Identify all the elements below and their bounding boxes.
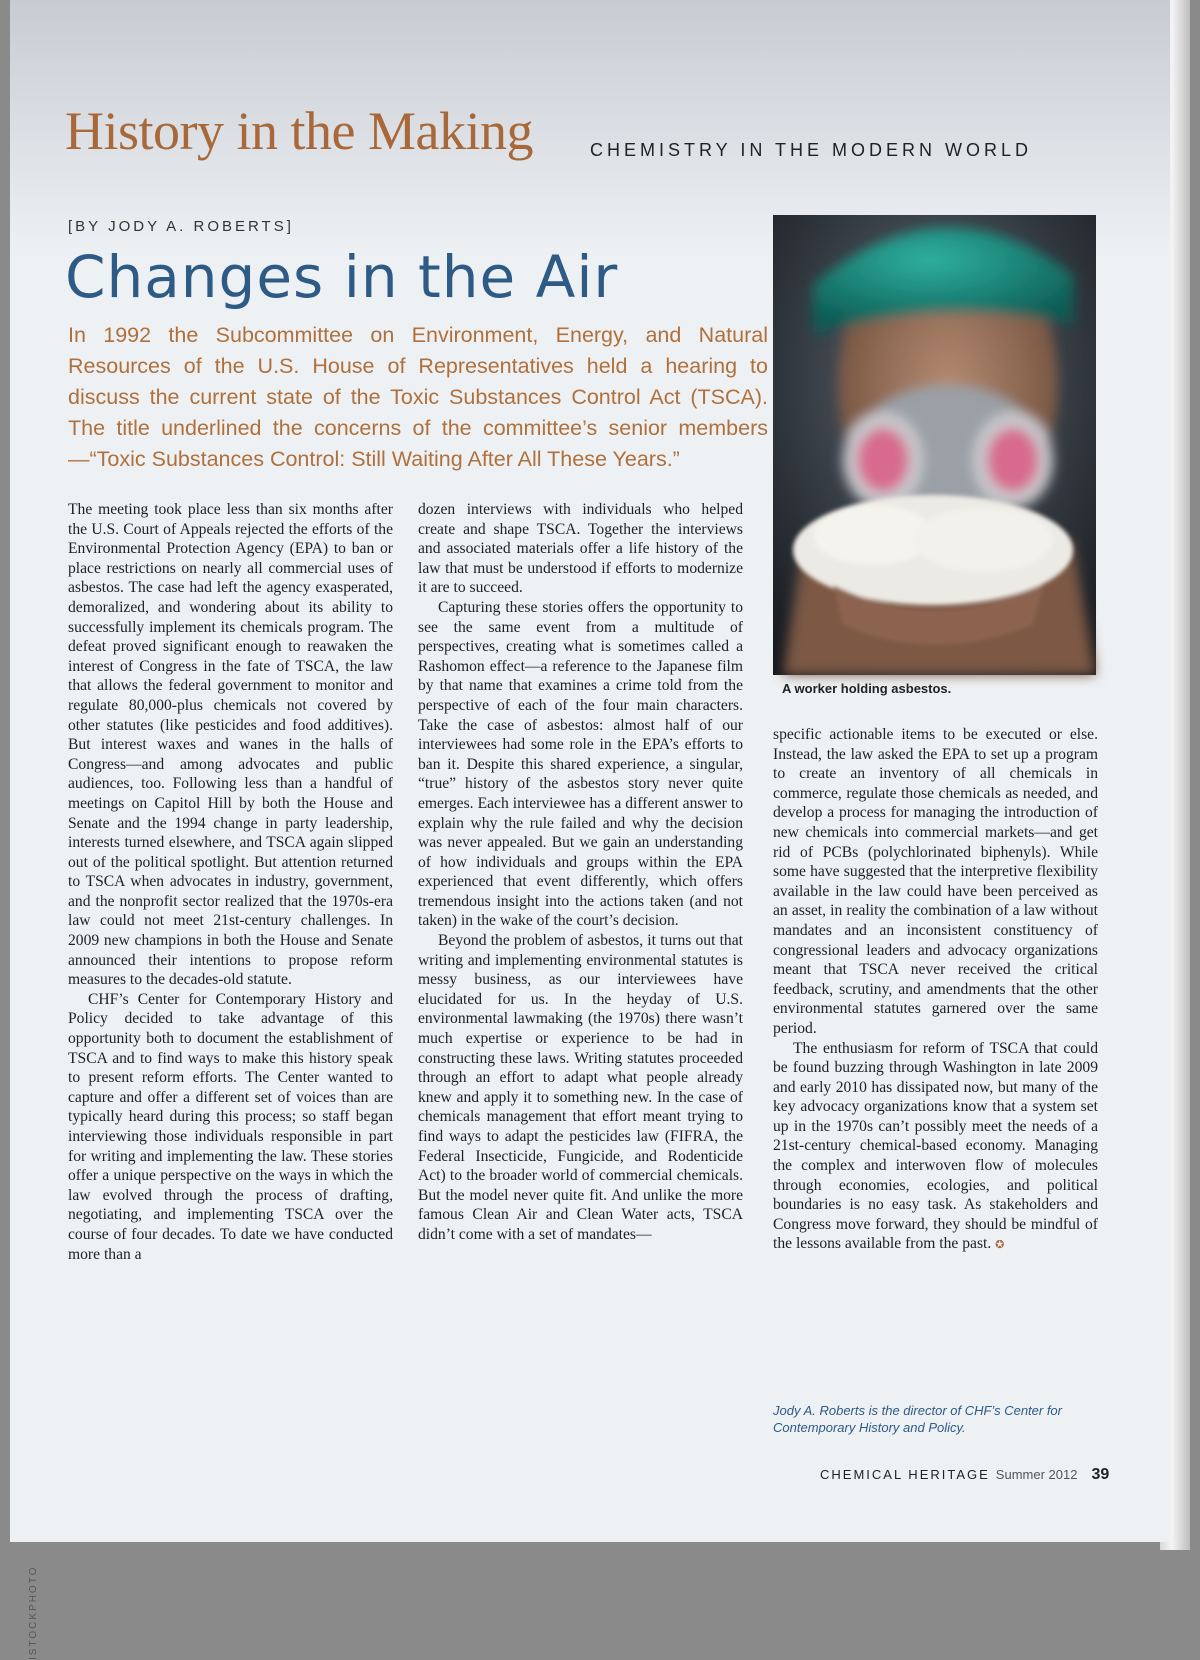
- magazine-page: [10, 0, 1170, 1660]
- headline: Changes in the Air: [65, 243, 619, 311]
- paragraph: [773, 1039, 1098, 1257]
- page-number: 39: [1091, 1466, 1110, 1483]
- section-subtitle: CHEMISTRY IN THE MODERN WORLD: [590, 140, 1033, 160]
- paragraph: The meeting took place less than six months after the U.S. Court of Appeals rejected the efforts of the Environmental Protection Agency (EPA) to ban or place restrictions on nearly all commercial uses of asbestos. The case had left the agency exasperated, demoralized, and wondering about its ability to successfully implement its chemicals program. The defeat proved significant enough to reawaken the interest of Congress in the fate of TSCA, the law that allows the federal government to monitor and regulate 80,000-plus chemicals not covered by other statutes (like pesticides and food additives). But interest waxes and wanes in the halls of Congress—and among advocates and public audiences, too. Following less than a handful of meetings on Capitol Hill by both the House and Senate and the 1994 change in party leadership, interests turned elsewhere, and TSCA again slipped out of the political spotlight. But attention returned to TSCA when advocates in industry, government, and the nonprofit sector realized that the 1970s-era law could not meet 21st-century challenges. In 2009 new champions in both the House and Senate announced their intentions to propose reform measures to the decades-old statute.: [68, 501, 393, 989]
- paragraph: specific actionable items to be executed or else. Instead, the law asked the EPA to set up a program to create an inventory of all chemicals in commerce, regulate those chemicals as needed, and develop a process for managing the introduction of new chemicals into commercial markets—and get rid of PCBs (polychlorinated biphenyls). While some have suggested that the interpretive flexibility available in the law could have been perceived as an asset, in reality the combination of a law without mandates and an inconsistent constituency of congressional leaders and advocacy organizations meant that TSCA never received the critical feedback, scrutiny, and amendments that the other environmental statutes garnered over the same period.: [773, 726, 1098, 1037]
- body-column-1: [68, 500, 393, 1264]
- photo-caption: A worker holding asbestos.: [782, 681, 952, 696]
- paragraph: Capturing these stories offers the opportunity to see the same event from a multitude of perspectives, creating what is sometimes called a Rashomon effect—a reference to the Japanese film by that name that examines a crime told from the perspective of each of the four main characters. Take the case of asbestos: almost half of our interviewees had some role in the EPA’s efforts to ban it. Despite this shared experience, a singular, “true” history of the asbestos story never quite emerges. Each interviewee has a different answer to explain why the rule failed and why the decision was never appealed. But we gain an understanding of how individuals and groups within the EPA experienced that event differently, which offers tremendous insight into the actions taken (and not taken) in the wake of the court’s decision.: [418, 598, 743, 930]
- body-column-3: [773, 725, 1098, 1256]
- asbestos-worker-photo: [773, 215, 1096, 675]
- page-footer: [820, 1466, 1109, 1484]
- magazine-name: CHEMICAL HERITAGE: [820, 1467, 990, 1482]
- issue-date: Summer 2012: [995, 1467, 1078, 1482]
- paragraph: dozen interviews with individuals who helped create and shape TSCA. Together the interviews and associated materials offer a life history of the law that must be understood if efforts to modernize it are to succeed.: [418, 501, 743, 597]
- end-mark-icon: ✪: [995, 1239, 1005, 1252]
- paragraph-text: The enthusiasm for reform of TSCA that could be found buzzing through Washington in late 2009 and early 2010 has dissipated now, but many of the key advocacy organizations know that a system set up in the 1970s can’t possibly meet the needs of a 21st-century chemical-based economy. Managing the complex and interwoven flow of molecules through economies, ecologies, and political boundaries is no easy task. As stakeholders and Congress move forward, they should be mindful of the lessons available from the past.: [773, 1039, 1098, 1253]
- deck: In 1992 the Subcommittee on Environment, Energy, and Natural Resources of the U.S. House of Representatives held a hearing to discuss the current state of the Toxic Substances Control Act (TSCA). The title underlined the concerns of the committee’s senior members—“Toxic Substances Control: Still Waiting After All These Years.”: [68, 323, 768, 471]
- photo-credit: ISTOCKPHOTO: [28, 1565, 39, 1660]
- author-bio: Jody A. Roberts is the director of CHF’s Center for Contemporary History and Policy.: [773, 1403, 1062, 1435]
- paragraph: CHF’s Center for Contemporary History and Policy decided to take advantage of this opportunity both to document the establishment of TSCA and to find ways to make this history speak to present reform efforts. The Center wanted to capture and offer a different set of voices than are typically heard during this process; so staff began interviewing those individuals responsible in part for writing and implementing the law. These stories offer a unique perspective on the ways in which the law evolved through the process of drafting, negotiating, and implementing TSCA over the course of four decades. To date we have conducted more than a: [68, 990, 393, 1263]
- body-column-2: [418, 500, 743, 1245]
- byline: [BY JODY A. ROBERTS]: [68, 218, 294, 235]
- section-title: History in the Making: [65, 101, 533, 161]
- photo-illustration: [773, 215, 1096, 675]
- paragraph: Beyond the problem of asbestos, it turns out that writing and implementing environmental statutes is messy business, as our interviewees have elucidated for us. In the heyday of U.S. environmental lawmaking (the 1970s) there wasn’t much expertise or experience to be had in constructing these laws. Writing statutes proceeded through an effort to adapt what people already knew and apply it to something new. In the case of chemicals management that effort meant trying to find ways to adapt the pesticides law (FIFRA, the Federal Insecticide, Fungicide, and Rodenticide Act) to the broader world of commercial chemicals. But the model never quite fit. And unlike the more famous Clean Air and Clean Water acts, TSCA didn’t come with a set of mandates—: [418, 932, 743, 1243]
